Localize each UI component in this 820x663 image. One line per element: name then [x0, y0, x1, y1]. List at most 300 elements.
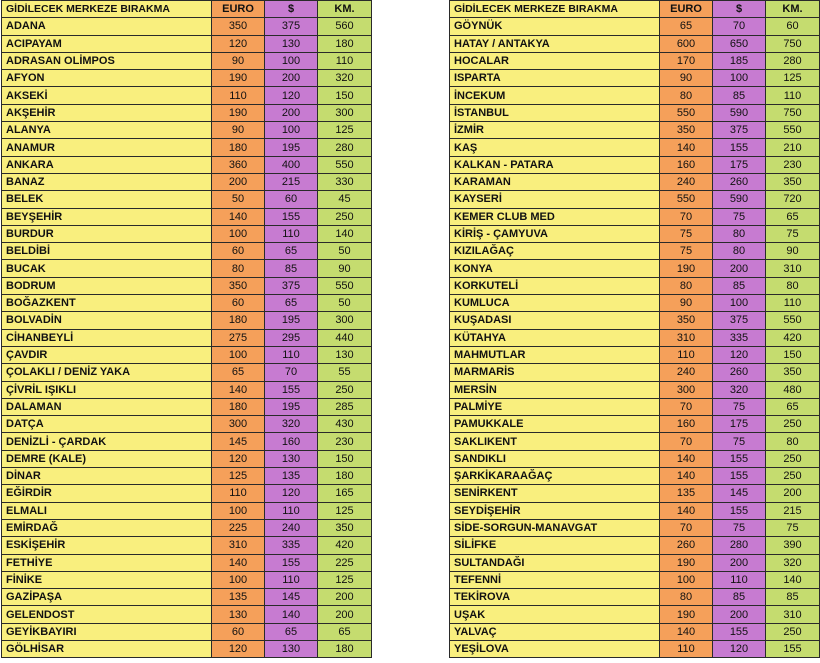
destination-cell: KORKUTELİ — [450, 277, 660, 294]
destination-cell: KARAMAN — [450, 173, 660, 190]
table-row — [2, 35, 372, 52]
km-cell: 180 — [318, 35, 372, 52]
table-row — [450, 173, 820, 190]
km-cell: 430 — [318, 416, 372, 433]
destination-cell: AKSEKİ — [2, 87, 212, 104]
usd-cell: 185 — [713, 52, 766, 69]
destination-cell: BODRUM — [2, 277, 212, 294]
euro-cell: 350 — [212, 18, 265, 35]
table-row — [2, 623, 372, 640]
destination-cell: CİHANBEYLİ — [2, 329, 212, 346]
table-row — [450, 381, 820, 398]
euro-cell: 90 — [212, 52, 265, 69]
price-table-right — [449, 0, 820, 658]
table-row — [450, 450, 820, 467]
destination-cell: KAŞ — [450, 139, 660, 156]
destination-cell: GAZİPAŞA — [2, 589, 212, 606]
table-row — [450, 416, 820, 433]
destination-cell: BURDUR — [2, 225, 212, 242]
destination-cell: DEMRE (KALE) — [2, 450, 212, 467]
euro-cell: 70 — [660, 208, 713, 225]
destination-cell: İNCEKUM — [450, 87, 660, 104]
destination-cell: SENİRKENT — [450, 485, 660, 502]
usd-cell: 160 — [265, 433, 318, 450]
km-cell: 200 — [318, 589, 372, 606]
usd-cell: 195 — [265, 398, 318, 415]
euro-cell: 90 — [660, 295, 713, 312]
table-row — [450, 295, 820, 312]
km-cell: 90 — [766, 243, 820, 260]
km-cell: 150 — [766, 346, 820, 363]
usd-cell: 110 — [713, 571, 766, 588]
usd-cell: 70 — [265, 364, 318, 381]
km-cell: 55 — [318, 364, 372, 381]
destination-cell: SEYDİŞEHİR — [450, 502, 660, 519]
destination-cell: AKŞEHİR — [2, 104, 212, 121]
table-row — [450, 329, 820, 346]
table-row — [2, 398, 372, 415]
table-row — [450, 122, 820, 139]
destination-cell: BANAZ — [2, 173, 212, 190]
euro-cell: 360 — [212, 156, 265, 173]
table-row — [2, 554, 372, 571]
header-km: KM. — [318, 1, 372, 18]
euro-cell: 145 — [212, 433, 265, 450]
euro-cell: 60 — [212, 295, 265, 312]
euro-cell: 140 — [212, 554, 265, 571]
table-row — [450, 364, 820, 381]
km-cell: 250 — [318, 381, 372, 398]
header-km: KM. — [766, 1, 820, 18]
euro-cell: 240 — [660, 173, 713, 190]
km-cell: 75 — [766, 225, 820, 242]
usd-cell: 75 — [713, 433, 766, 450]
euro-cell: 190 — [212, 70, 265, 87]
km-cell: 550 — [318, 156, 372, 173]
euro-cell: 70 — [660, 519, 713, 536]
euro-cell: 275 — [212, 329, 265, 346]
km-cell: 310 — [766, 260, 820, 277]
euro-cell: 60 — [212, 623, 265, 640]
usd-cell: 375 — [713, 122, 766, 139]
destination-cell: BELEK — [2, 191, 212, 208]
km-cell: 110 — [766, 87, 820, 104]
destination-cell: ÇAVDIR — [2, 346, 212, 363]
table-row — [450, 502, 820, 519]
table-row — [450, 277, 820, 294]
destination-cell: KAYSERİ — [450, 191, 660, 208]
km-cell: 130 — [318, 346, 372, 363]
km-cell: 200 — [318, 606, 372, 623]
km-cell: 280 — [318, 139, 372, 156]
usd-cell: 650 — [713, 35, 766, 52]
table-row — [2, 295, 372, 312]
table-row — [2, 104, 372, 121]
euro-cell: 180 — [212, 312, 265, 329]
usd-cell: 80 — [713, 225, 766, 242]
usd-cell: 320 — [713, 381, 766, 398]
destination-cell: KONYA — [450, 260, 660, 277]
destination-cell: ANKARA — [2, 156, 212, 173]
destination-cell: YEŞİLOVA — [450, 640, 660, 657]
table-row — [2, 346, 372, 363]
table-row — [2, 87, 372, 104]
euro-cell: 550 — [660, 104, 713, 121]
km-cell: 480 — [766, 381, 820, 398]
euro-cell: 140 — [212, 208, 265, 225]
km-cell: 560 — [318, 18, 372, 35]
usd-cell: 100 — [265, 52, 318, 69]
km-cell: 125 — [318, 571, 372, 588]
destination-cell: MAHMUTLAR — [450, 346, 660, 363]
price-table-left — [1, 0, 372, 658]
destination-cell: TEKİROVA — [450, 589, 660, 606]
table-row — [450, 35, 820, 52]
header-destination: GİDİLECEK MERKEZE BIRAKMA — [2, 1, 212, 18]
euro-cell: 60 — [212, 243, 265, 260]
destination-cell: KÜTAHYA — [450, 329, 660, 346]
destination-cell: MARMARİS — [450, 364, 660, 381]
km-cell: 250 — [318, 208, 372, 225]
km-cell: 65 — [766, 208, 820, 225]
km-cell: 420 — [318, 537, 372, 554]
destination-cell: İZMİR — [450, 122, 660, 139]
euro-cell: 550 — [660, 191, 713, 208]
usd-cell: 120 — [713, 346, 766, 363]
table-row — [450, 623, 820, 640]
km-cell: 250 — [766, 468, 820, 485]
usd-cell: 130 — [265, 640, 318, 657]
km-cell: 140 — [766, 571, 820, 588]
km-cell: 550 — [766, 122, 820, 139]
km-cell: 250 — [766, 416, 820, 433]
km-cell: 230 — [318, 433, 372, 450]
destination-cell: KUMLUCA — [450, 295, 660, 312]
euro-cell: 600 — [660, 35, 713, 52]
km-cell: 250 — [766, 450, 820, 467]
euro-cell: 110 — [212, 87, 265, 104]
euro-cell: 180 — [212, 398, 265, 415]
table-row — [2, 571, 372, 588]
table-row — [2, 70, 372, 87]
usd-cell: 155 — [713, 502, 766, 519]
table-row — [450, 519, 820, 536]
km-cell: 250 — [766, 623, 820, 640]
euro-cell: 100 — [212, 346, 265, 363]
euro-cell: 80 — [660, 87, 713, 104]
km-cell: 720 — [766, 191, 820, 208]
km-cell: 750 — [766, 35, 820, 52]
usd-cell: 155 — [265, 381, 318, 398]
table-row — [2, 139, 372, 156]
km-cell: 440 — [318, 329, 372, 346]
euro-cell: 190 — [660, 260, 713, 277]
destination-cell: EMİRDAĞ — [2, 519, 212, 536]
destination-cell: KIZILAĞAÇ — [450, 243, 660, 260]
table-row — [2, 589, 372, 606]
km-cell: 110 — [766, 295, 820, 312]
km-cell: 75 — [766, 519, 820, 536]
table-row — [2, 208, 372, 225]
usd-cell: 130 — [265, 35, 318, 52]
table-row — [2, 433, 372, 450]
destination-cell: SULTANDAĞI — [450, 554, 660, 571]
table-row — [2, 52, 372, 69]
euro-cell: 135 — [660, 485, 713, 502]
euro-cell: 75 — [660, 225, 713, 242]
usd-cell: 155 — [713, 450, 766, 467]
km-cell: 200 — [766, 485, 820, 502]
destination-cell: GELENDOST — [2, 606, 212, 623]
km-cell: 60 — [766, 18, 820, 35]
km-cell: 550 — [766, 312, 820, 329]
destination-cell: AFYON — [2, 70, 212, 87]
km-cell: 150 — [318, 450, 372, 467]
euro-cell: 310 — [212, 537, 265, 554]
euro-cell: 100 — [212, 571, 265, 588]
destination-cell: ELMALI — [2, 502, 212, 519]
euro-cell: 200 — [212, 173, 265, 190]
destination-cell: SİDE-SORGUN-MANAVGAT — [450, 519, 660, 536]
usd-cell: 155 — [265, 554, 318, 571]
table-row — [450, 312, 820, 329]
destination-cell: BEYŞEHİR — [2, 208, 212, 225]
destination-cell: PALMİYE — [450, 398, 660, 415]
euro-cell: 300 — [212, 416, 265, 433]
header-euro: EURO — [660, 1, 713, 18]
table-row — [2, 243, 372, 260]
euro-cell: 90 — [660, 70, 713, 87]
table-row — [2, 450, 372, 467]
table-row — [450, 554, 820, 571]
euro-cell: 100 — [212, 225, 265, 242]
km-cell: 420 — [766, 329, 820, 346]
euro-cell: 300 — [660, 381, 713, 398]
km-cell: 90 — [318, 260, 372, 277]
km-cell: 280 — [766, 52, 820, 69]
euro-cell: 135 — [212, 589, 265, 606]
usd-cell: 120 — [265, 87, 318, 104]
table-row — [450, 468, 820, 485]
km-cell: 310 — [766, 606, 820, 623]
euro-cell: 260 — [660, 537, 713, 554]
destination-cell: ŞARKİKARAAĞAÇ — [450, 468, 660, 485]
usd-cell: 175 — [713, 416, 766, 433]
usd-cell: 110 — [265, 346, 318, 363]
usd-cell: 120 — [265, 485, 318, 502]
km-cell: 125 — [318, 122, 372, 139]
euro-cell: 90 — [212, 122, 265, 139]
table-row — [2, 260, 372, 277]
table-row — [2, 122, 372, 139]
destination-cell: SANDIKLI — [450, 450, 660, 467]
euro-cell: 140 — [660, 468, 713, 485]
table-row — [2, 225, 372, 242]
usd-cell: 155 — [713, 623, 766, 640]
table-row — [2, 468, 372, 485]
euro-cell: 80 — [660, 277, 713, 294]
destination-cell: ADRASAN OLİMPOS — [2, 52, 212, 69]
usd-cell: 145 — [265, 589, 318, 606]
euro-cell: 240 — [660, 364, 713, 381]
km-cell: 320 — [318, 70, 372, 87]
table-row — [450, 70, 820, 87]
euro-cell: 110 — [660, 346, 713, 363]
usd-cell: 375 — [713, 312, 766, 329]
table-row — [450, 18, 820, 35]
table-row — [2, 485, 372, 502]
km-cell: 285 — [318, 398, 372, 415]
destination-cell: KEMER CLUB MED — [450, 208, 660, 225]
usd-cell: 215 — [265, 173, 318, 190]
table-row — [2, 640, 372, 657]
km-cell: 225 — [318, 554, 372, 571]
km-cell: 165 — [318, 485, 372, 502]
usd-cell: 200 — [713, 260, 766, 277]
destination-cell: ESKİŞEHİR — [2, 537, 212, 554]
usd-cell: 590 — [713, 191, 766, 208]
destination-cell: GEYİKBAYIRI — [2, 623, 212, 640]
km-cell: 80 — [766, 277, 820, 294]
usd-cell: 200 — [265, 70, 318, 87]
usd-cell: 100 — [265, 122, 318, 139]
km-cell: 125 — [766, 70, 820, 87]
euro-cell: 140 — [212, 381, 265, 398]
table-row — [2, 173, 372, 190]
euro-cell: 170 — [660, 52, 713, 69]
table-row — [2, 277, 372, 294]
euro-cell: 75 — [660, 243, 713, 260]
table-row — [450, 433, 820, 450]
usd-cell: 335 — [265, 537, 318, 554]
euro-cell: 120 — [212, 35, 265, 52]
km-cell: 320 — [766, 554, 820, 571]
destination-cell: HATAY / ANTAKYA — [450, 35, 660, 52]
table-row — [2, 364, 372, 381]
km-cell: 180 — [318, 468, 372, 485]
usd-cell: 140 — [265, 606, 318, 623]
usd-cell: 335 — [713, 329, 766, 346]
table-row — [2, 519, 372, 536]
euro-cell: 70 — [660, 398, 713, 415]
km-cell: 330 — [318, 173, 372, 190]
table-row — [2, 18, 372, 35]
usd-cell: 295 — [265, 329, 318, 346]
km-cell: 155 — [766, 640, 820, 657]
table-row — [450, 104, 820, 121]
table-row — [450, 191, 820, 208]
header-row — [2, 1, 372, 18]
table-row — [450, 260, 820, 277]
euro-cell: 110 — [660, 640, 713, 657]
km-cell: 80 — [766, 433, 820, 450]
table-row — [450, 485, 820, 502]
euro-cell: 350 — [660, 122, 713, 139]
euro-cell: 180 — [212, 139, 265, 156]
destination-cell: ANAMUR — [2, 139, 212, 156]
destination-cell: GÖLHİSAR — [2, 640, 212, 657]
header-row — [450, 1, 820, 18]
euro-cell: 350 — [212, 277, 265, 294]
euro-cell: 190 — [660, 606, 713, 623]
header-usd: $ — [265, 1, 318, 18]
usd-cell: 120 — [713, 640, 766, 657]
usd-cell: 200 — [265, 104, 318, 121]
usd-cell: 375 — [265, 277, 318, 294]
table-row — [450, 243, 820, 260]
table-row — [450, 156, 820, 173]
euro-cell: 65 — [660, 18, 713, 35]
euro-cell: 350 — [660, 312, 713, 329]
header-euro: EURO — [212, 1, 265, 18]
euro-cell: 50 — [212, 191, 265, 208]
table-row — [450, 537, 820, 554]
euro-cell: 190 — [212, 104, 265, 121]
usd-cell: 195 — [265, 139, 318, 156]
usd-cell: 110 — [265, 225, 318, 242]
table-row — [450, 640, 820, 657]
km-cell: 215 — [766, 502, 820, 519]
euro-cell: 160 — [660, 416, 713, 433]
usd-cell: 145 — [713, 485, 766, 502]
table-row — [450, 346, 820, 363]
km-cell: 180 — [318, 640, 372, 657]
km-cell: 50 — [318, 243, 372, 260]
destination-cell: DALAMAN — [2, 398, 212, 415]
euro-cell: 140 — [660, 623, 713, 640]
table-row — [450, 208, 820, 225]
table-row — [450, 571, 820, 588]
usd-cell: 110 — [265, 571, 318, 588]
destination-cell: BOĞAZKENT — [2, 295, 212, 312]
usd-cell: 375 — [265, 18, 318, 35]
destination-cell: KALKAN - PATARA — [450, 156, 660, 173]
usd-cell: 75 — [713, 208, 766, 225]
km-cell: 110 — [318, 52, 372, 69]
km-cell: 550 — [318, 277, 372, 294]
destination-cell: YALVAÇ — [450, 623, 660, 640]
destination-cell: ÇİVRİL IŞIKLI — [2, 381, 212, 398]
destination-cell: DİNAR — [2, 468, 212, 485]
destination-cell: MERSİN — [450, 381, 660, 398]
km-cell: 50 — [318, 295, 372, 312]
usd-cell: 200 — [713, 606, 766, 623]
usd-cell: 70 — [713, 18, 766, 35]
km-cell: 85 — [766, 589, 820, 606]
destination-cell: DENİZLİ - ÇARDAK — [2, 433, 212, 450]
table-row — [2, 156, 372, 173]
destination-cell: BOLVADİN — [2, 312, 212, 329]
usd-cell: 65 — [265, 295, 318, 312]
usd-cell: 155 — [713, 468, 766, 485]
header-destination: GİDİLECEK MERKEZE BIRAKMA — [450, 1, 660, 18]
usd-cell: 130 — [265, 450, 318, 467]
usd-cell: 280 — [713, 537, 766, 554]
usd-cell: 175 — [713, 156, 766, 173]
table-row — [450, 606, 820, 623]
usd-cell: 260 — [713, 173, 766, 190]
usd-cell: 155 — [713, 139, 766, 156]
km-cell: 65 — [766, 398, 820, 415]
table-row — [2, 312, 372, 329]
destination-cell: ALANYA — [2, 122, 212, 139]
euro-cell: 65 — [212, 364, 265, 381]
usd-cell: 195 — [265, 312, 318, 329]
destination-cell: ACIPAYAM — [2, 35, 212, 52]
euro-cell: 100 — [212, 502, 265, 519]
euro-cell: 140 — [660, 450, 713, 467]
euro-cell: 125 — [212, 468, 265, 485]
